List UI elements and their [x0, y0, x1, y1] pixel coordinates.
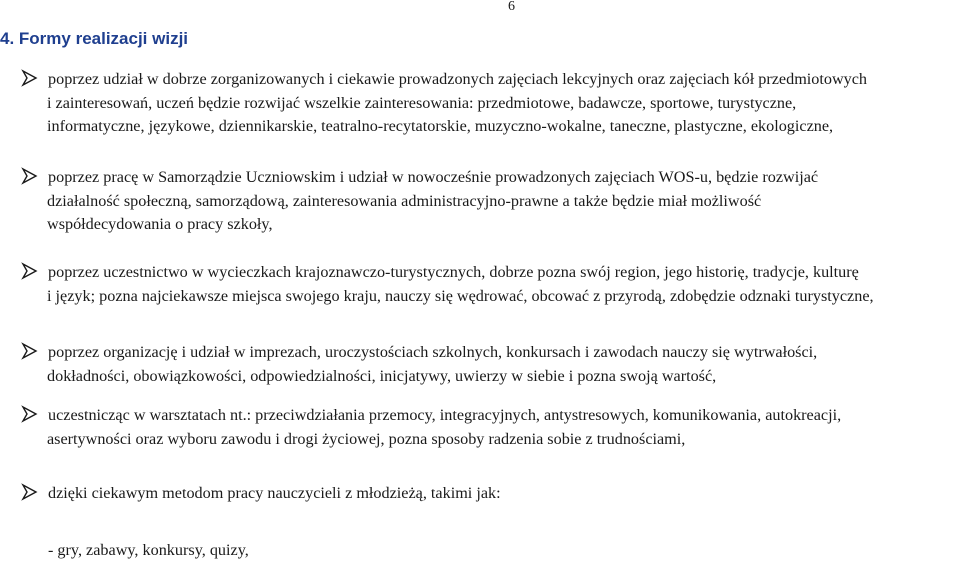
bullet-text-line: poprzez uczestnictwo w wycieczkach krajoznawczo-turystycznych, dobrze pozna swój region, jego historię, tradycje, kulturę — [48, 263, 859, 281]
bullet-text-line: działalność społeczną, samorządową, zainteresowania administracyjno-prawne a także będzie miał możliwość — [47, 191, 762, 210]
bullet-text-line: poprzez pracę w Samorządzie Uczniowskim i udział w nowocześnie prowadzonych zajęciach WOS-u, będzie rozwijać — [48, 168, 819, 186]
arrowhead-bullet-icon — [21, 262, 39, 280]
section-heading: 4. Formy realizacji wizji — [0, 29, 189, 48]
arrowhead-bullet-icon — [21, 342, 39, 360]
arrowhead-bullet-icon — [21, 69, 39, 87]
arrowhead-bullet-icon — [21, 167, 39, 185]
bullet-text-line: poprzez udział w dobrze zorganizowanych i ciekawie prowadzonych zajęciach lekcyjnych oraz zajęciach kół przedmiotowych — [48, 70, 868, 88]
arrowhead-bullet-icon — [21, 483, 39, 501]
bullet-text-line: i zainteresowań, uczeń będzie rozwijać wszelkie zainteresowania: przedmiotowe, badawcze, sportowe, turystyczne, — [47, 93, 797, 112]
bullet-text-line: dokładności, obowiązkowości, odpowiedzialności, inicjatywy, uwierzy w siebie i pozna swoją wartość, — [47, 366, 717, 385]
bullet-text-line: uczestnicząc w warsztatach nt.: przeciwdziałania przemocy, integracyjnych, antystresowych, komunikowania, autokreacji, — [48, 406, 842, 424]
bullet-text-line: informatyczne, językowe, dziennikarskie, teatralno-recytatorskie, muzyczno-wokalne, taneczne, plastyczne, ekologiczne, — [47, 117, 834, 136]
bullet-text-line: dzięki ciekawym metodom pracy nauczycieli z młodzieżą, takimi jak: — [48, 484, 501, 502]
page-number: 6 — [508, 0, 515, 14]
bullet-text-line: współdecydowania o pracy szkoły, — [47, 215, 273, 234]
bullet-text-line: i język; pozna najciekawsze miejsca swojego kraju, nauczy się wędrować, obcować z przyrodą, zdobędzie odznaki turystyczne, — [47, 286, 874, 305]
bullet-text-line: asertywności oraz wyboru zawodu i drogi życiowej, pozna sposoby radzenia sobie z trudnościami, — [47, 429, 686, 448]
dash-list-item: - gry, zabawy, konkursy, quizy, — [48, 541, 249, 559]
arrowhead-bullet-icon — [21, 405, 39, 423]
bullet-text-line: poprzez organizację i udział w imprezach, uroczystościach szkolnych, konkursach i zawodach nauczy się wytrwałości, — [48, 343, 818, 361]
